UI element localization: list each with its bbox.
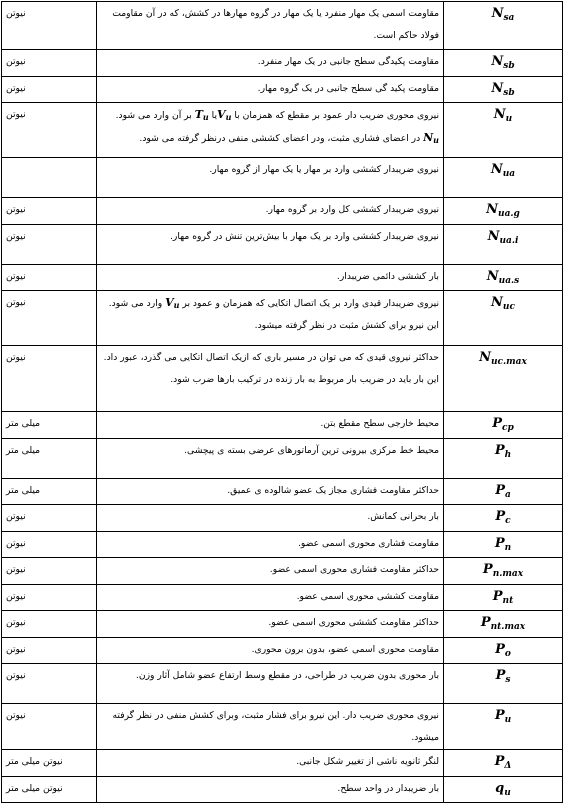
description-cell xyxy=(97,478,444,505)
table-row xyxy=(2,637,563,664)
symbol-main: P xyxy=(480,615,491,630)
symbol-main: N xyxy=(491,295,503,310)
symbol-main: N xyxy=(490,162,503,177)
table-row xyxy=(2,505,563,532)
table-row xyxy=(2,750,563,777)
symbol-subscript: u xyxy=(504,715,512,725)
table-row xyxy=(2,224,563,264)
symbol-cell xyxy=(444,346,563,412)
table-row xyxy=(2,584,563,611)
symbol-main: P xyxy=(495,482,505,498)
table-row xyxy=(2,558,563,585)
inline-symbol-sub: u xyxy=(173,300,180,310)
description-text: مقاومت کششی محوری اسمی عضو. xyxy=(296,590,439,602)
inline-symbol-sub: u xyxy=(433,134,439,145)
unit-cell: میلی متر xyxy=(2,478,97,505)
unit-cell: نیوتن xyxy=(2,584,97,611)
description-text: مقاومت محوری اسمی عضو، بدون برون محوری. xyxy=(251,643,439,655)
description-text: بار کششی دائمی ضریبدار. xyxy=(336,270,439,282)
unit-cell: نیوتن xyxy=(2,264,97,291)
description-cell xyxy=(97,531,444,558)
inline-symbol-main: T xyxy=(194,108,203,121)
symbol-main: P xyxy=(494,442,505,458)
symbol-cell xyxy=(444,224,563,264)
unit-cell: نیوتن xyxy=(2,531,97,558)
description-text: نیروی محوری ضریب دار عمود بر مقطع که همزمان با xyxy=(231,110,439,121)
description-cell xyxy=(97,103,444,158)
symbol-cell xyxy=(444,611,563,638)
description-cell xyxy=(97,158,444,198)
symbol-cell xyxy=(444,558,563,585)
description-cell xyxy=(97,198,444,225)
unit-cell: نیوتن xyxy=(2,637,97,664)
symbol-cell xyxy=(444,158,563,198)
symbol-cell xyxy=(444,264,563,291)
description-cell xyxy=(97,2,444,50)
table-row xyxy=(2,611,563,638)
description-cell xyxy=(97,558,444,585)
symbol-main: q xyxy=(495,780,505,796)
unit-cell: نیوتن xyxy=(2,505,97,532)
unit-cell: نیوتن میلی متر xyxy=(2,776,97,803)
unit-cell: نیوتن xyxy=(2,50,97,77)
symbol-cell xyxy=(444,103,563,158)
symbol-cell xyxy=(444,750,563,777)
description-text: وارد می شود. این نیرو برای کشش مثبت در نظر گرفته میشود. xyxy=(108,298,439,331)
table-row xyxy=(2,478,563,505)
description-cell xyxy=(97,264,444,291)
symbol-subscript: sb xyxy=(503,61,515,71)
symbol-main: P xyxy=(495,641,505,657)
symbol-cell xyxy=(444,704,563,750)
symbol-main: N xyxy=(479,350,491,365)
symbol-subscript: ua.s xyxy=(498,275,520,286)
description-text: در اعضای فشاری مثبت، ودر اعضای کششی منفی درنظر گرفته می شود. xyxy=(139,132,424,144)
unit-cell xyxy=(2,158,97,198)
inline-symbol xyxy=(423,130,439,145)
symbol-subscript: cp xyxy=(502,423,514,433)
symbol-main: P xyxy=(494,535,505,551)
symbol-subscript: Δ xyxy=(504,761,512,771)
description-text: یا xyxy=(208,110,218,121)
description-text: بار ضریبدار در واحد سطح. xyxy=(337,782,439,794)
symbol-subscript: ua.g xyxy=(498,209,520,219)
description-cell xyxy=(97,224,444,264)
description-cell xyxy=(97,50,444,77)
inline-symbol-main: N xyxy=(423,130,434,144)
table-row xyxy=(2,198,563,225)
table-row xyxy=(2,291,563,346)
symbol-main: N xyxy=(486,268,499,284)
unit-cell: نیوتن xyxy=(2,103,97,158)
symbol-cell xyxy=(444,438,563,478)
unit-cell: نیوتن xyxy=(2,664,97,704)
table-row xyxy=(2,531,563,558)
symbol-main: P xyxy=(494,708,505,723)
symbol-main: N xyxy=(493,107,506,122)
symbol-subscript: n xyxy=(504,542,512,553)
description-text: حداکثر مقاومت فشاری محوری اسمی عضو. xyxy=(269,564,439,575)
symbol-cell xyxy=(444,584,563,611)
unit-cell: نیوتن xyxy=(2,198,97,225)
table-row xyxy=(2,158,563,198)
symbol-main: P xyxy=(495,509,506,524)
inline-symbol-main: V xyxy=(165,296,174,309)
description-text: نیروی ضریبدار قیدی وارد بر یک اتصال اتکایی که همزمان و عمود بر xyxy=(179,298,439,309)
description-text: حداکثر مقاومت کششی محوری اسمی عضو. xyxy=(268,617,439,628)
symbol-main: P xyxy=(495,668,506,683)
description-text: محیط خط مرکزی بیرونی ترین آرماتورهای عرضی بسته ی پیچشی. xyxy=(184,444,439,456)
symbol-main: N xyxy=(491,6,504,21)
symbol-subscript: n.max xyxy=(492,569,524,579)
symbol-cell xyxy=(444,637,563,664)
description-text: محیط خارجی سطح مقطع بتن. xyxy=(320,418,439,429)
description-text: نیروی ضریبدار کششی کل وارد بر گروه مهار. xyxy=(265,204,439,215)
symbol-subscript: ua.i xyxy=(499,235,519,246)
description-cell xyxy=(97,611,444,638)
unit-cell: نیوتن xyxy=(2,76,97,103)
symbol-cell xyxy=(444,478,563,505)
description-cell xyxy=(97,584,444,611)
unit-cell: نیوتن xyxy=(2,224,97,264)
description-cell xyxy=(97,704,444,750)
unit-cell: نیوتن xyxy=(2,2,97,50)
unit-cell: نیوتن xyxy=(2,611,97,638)
table-row xyxy=(2,2,563,50)
description-cell xyxy=(97,291,444,346)
symbol-subscript: h xyxy=(504,449,512,460)
description-text: بر آن وارد می شود. xyxy=(115,110,195,121)
table-row xyxy=(2,264,563,291)
unit-cell: نیوتن میلی متر xyxy=(2,750,97,777)
inline-symbol xyxy=(165,298,179,309)
description-text: بار بحرانی کمانش. xyxy=(367,511,439,522)
symbol-main: N xyxy=(491,80,504,96)
description-cell xyxy=(97,750,444,777)
symbol-cell xyxy=(444,776,563,803)
symbol-main: P xyxy=(492,588,503,604)
symbol-subscript: sa xyxy=(503,13,515,23)
table-row xyxy=(2,704,563,750)
symbol-cell xyxy=(444,291,563,346)
description-cell xyxy=(97,76,444,103)
description-cell xyxy=(97,346,444,412)
unit-cell: نیوتن xyxy=(2,558,97,585)
unit-cell: نیوتن xyxy=(2,346,97,412)
symbol-subscript: s xyxy=(505,675,511,685)
symbol-main: P xyxy=(492,416,502,431)
description-cell xyxy=(97,776,444,803)
symbol-main: N xyxy=(491,54,504,69)
inline-symbol-sub: u xyxy=(225,112,232,122)
symbol-cell xyxy=(444,76,563,103)
symbol-subscript: c xyxy=(505,516,511,526)
table-row xyxy=(2,412,563,439)
symbol-main: P xyxy=(494,754,505,769)
inline-symbol xyxy=(217,110,231,121)
table-row xyxy=(2,103,563,158)
symbol-subscript: o xyxy=(504,648,511,659)
table-row xyxy=(2,50,563,77)
symbol-main: P xyxy=(482,562,493,577)
symbol-subscript: nt.max xyxy=(490,622,526,632)
symbol-cell xyxy=(444,531,563,558)
table-row xyxy=(2,776,563,803)
table-body xyxy=(2,2,563,803)
table-row xyxy=(2,438,563,478)
symbol-subscript: nt xyxy=(502,595,514,606)
symbol-cell xyxy=(444,664,563,704)
description-text: حداکثر نیروی قیدی که می توان در مسیر باری که ازیک اتصال اتکایی می گذرد، عبور داد. این بار باید در ضریب بار مربوط به بار زنده در ترکیب بارها ضرب شود. xyxy=(103,352,439,385)
symbol-subscript: u xyxy=(504,787,511,798)
unit-cell: میلی متر xyxy=(2,412,97,439)
inline-symbol xyxy=(195,110,209,121)
symbol-subscript: a xyxy=(504,489,511,500)
unit-cell: نیوتن xyxy=(2,704,97,750)
description-text: حداکثر مقاومت فشاری مجاز یک عضو شالوده ی عمیق. xyxy=(227,484,439,496)
symbol-cell xyxy=(444,198,563,225)
symbol-subscript: u xyxy=(505,114,513,124)
description-text: بار محوری بدون ضریب در طراحی، در مقطع وسط ارتفاع عضو شامل آثار وزن. xyxy=(135,670,439,681)
description-text: مقاومت پکیدگی سطح جانبی در یک مهار منفرد. xyxy=(257,56,439,67)
description-cell xyxy=(97,412,444,439)
inline-symbol-sub: u xyxy=(202,112,209,122)
description-text: لنگر ثانویه ناشی از تغییر شکل جانبی. xyxy=(296,756,439,767)
description-text: مقاومت اسمی یک مهار منفرد یا یک مهار در گروه مهارها در کشش، که در آن مقاومت فولاد حاکم است. xyxy=(112,8,439,41)
description-text: نیروی محوری ضریب دار. این نیرو برای فشار مثبت، وبرای کشش منفی در نظر گرفته میشود. xyxy=(112,710,439,743)
unit-cell: نیوتن xyxy=(2,291,97,346)
table-row xyxy=(2,664,563,704)
description-cell xyxy=(97,664,444,704)
description-cell xyxy=(97,505,444,532)
symbol-cell xyxy=(444,505,563,532)
symbol-cell xyxy=(444,2,563,50)
symbol-subscript: uc.max xyxy=(491,357,527,367)
unit-cell: میلی متر xyxy=(2,438,97,478)
inline-symbol-main: V xyxy=(217,108,226,121)
description-text: نیروی ضریبدار کششی وارد بر یک مهار با بیش‌ترین تنش در گروه مهار. xyxy=(170,230,439,242)
description-text: نیروی ضریبدار کششی وارد بر مهار یا یک مهار از گروه مهار. xyxy=(209,164,439,175)
table-row xyxy=(2,76,563,103)
description-text: مقاومت پکید گی سطح جانبی در یک گروه مهار. xyxy=(257,82,439,94)
symbols-table xyxy=(1,1,563,803)
symbol-main: N xyxy=(487,228,500,244)
symbol-subscript: uc xyxy=(502,302,515,312)
description-cell xyxy=(97,438,444,478)
symbol-subscript: ua xyxy=(502,169,516,179)
description-text: مقاومت فشاری محوری اسمی عضو. xyxy=(297,537,439,549)
description-cell xyxy=(97,637,444,664)
symbol-subscript: sb xyxy=(503,87,515,98)
symbol-main: N xyxy=(486,202,499,217)
symbol-cell xyxy=(444,412,563,439)
symbol-cell xyxy=(444,50,563,77)
table-row xyxy=(2,346,563,412)
